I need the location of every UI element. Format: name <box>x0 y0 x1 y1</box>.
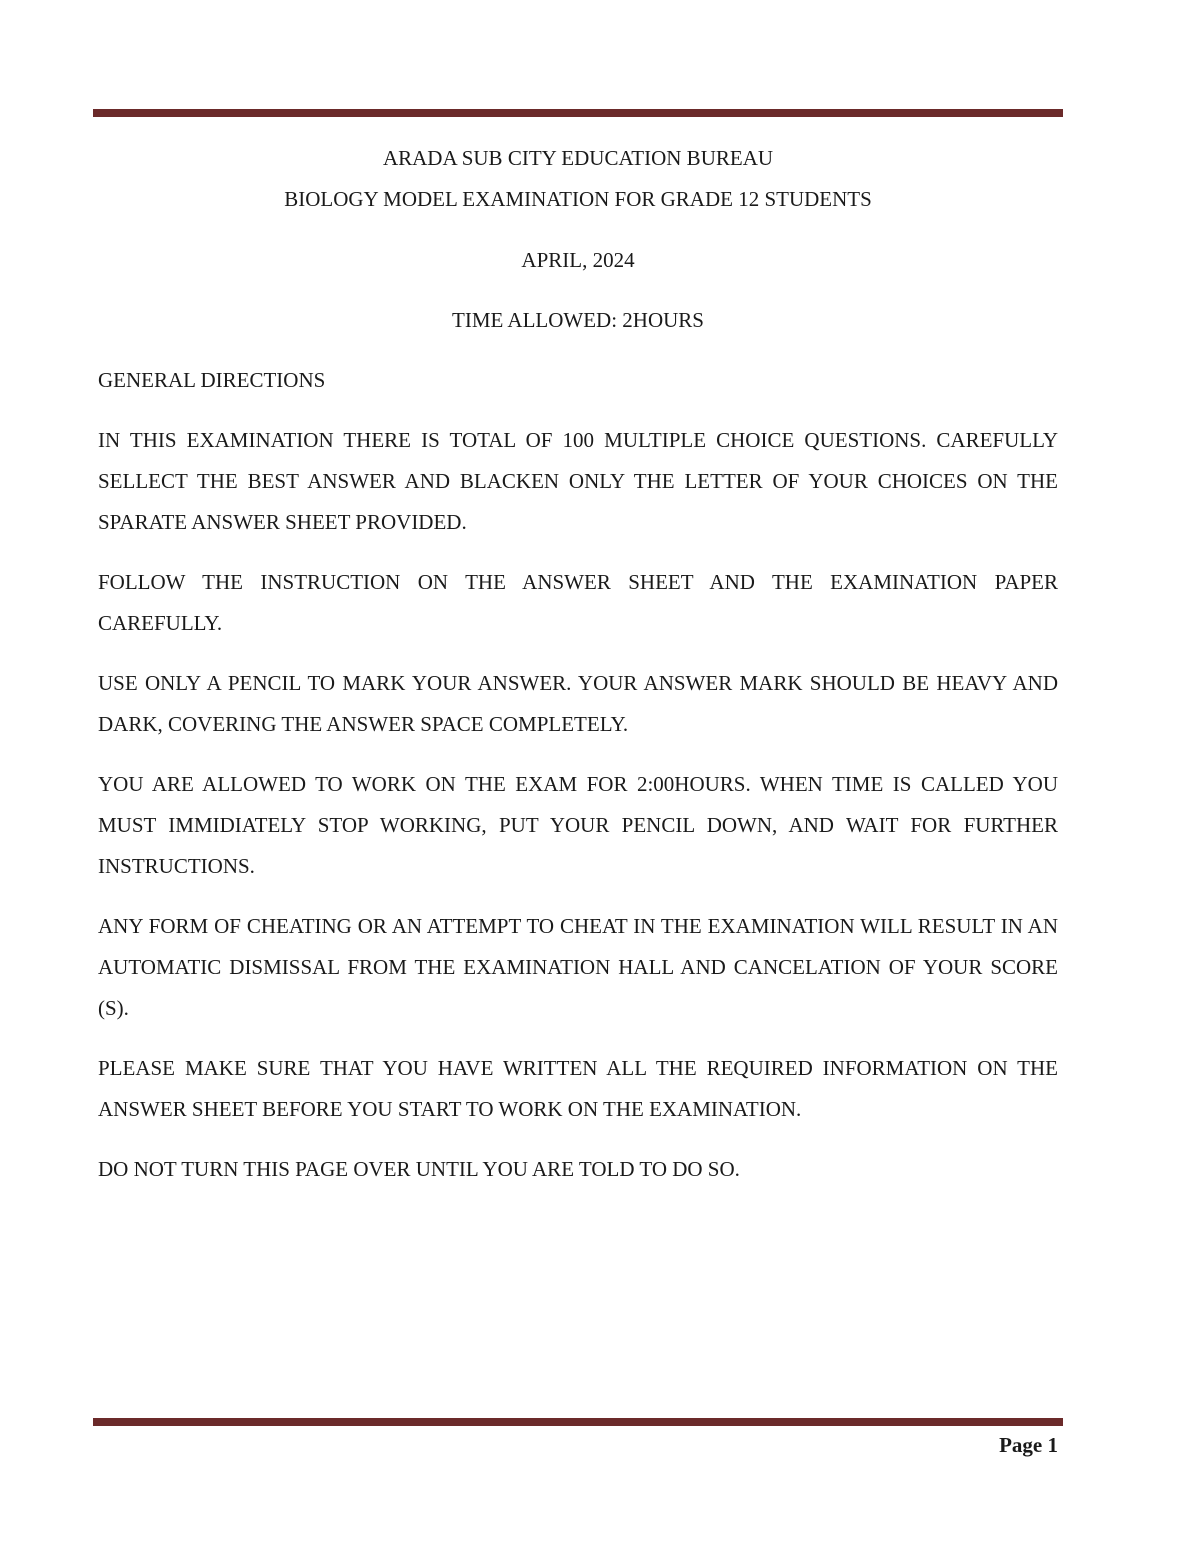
header-rule <box>93 109 1063 117</box>
time-allowed <box>98 300 1058 341</box>
exam-date-text: APRIL, 2024 <box>521 248 635 272</box>
page-number: Page 1 <box>999 1433 1058 1457</box>
footer-rule <box>93 1418 1063 1426</box>
general-directions <box>98 360 1058 1209</box>
directions-heading: GENERAL DIRECTIONS <box>98 368 326 392</box>
direction-paragraph-6: PLEASE MAKE SURE THAT YOU HAVE WRITTEN ALL THE REQUIRED INFORMATION ON THE ANSWER SHEET BEFORE YOU START TO WORK ON THE EXAMINATION. <box>98 1056 1058 1121</box>
exam-title: BIOLOGY MODEL EXAMINATION FOR GRADE 12 STUDENTS <box>284 187 872 211</box>
direction-paragraph-2: FOLLOW THE INSTRUCTION ON THE ANSWER SHEET AND THE EXAMINATION PAPER CAREFULLY. <box>98 570 1058 635</box>
exam-date <box>98 240 1058 281</box>
direction-paragraph-3: USE ONLY A PENCIL TO MARK YOUR ANSWER. YOUR ANSWER MARK SHOULD BE HEAVY AND DARK, COVERING THE ANSWER SPACE COMPLETELY. <box>98 671 1058 736</box>
direction-paragraph-5: ANY FORM OF CHEATING OR AN ATTEMPT TO CHEAT IN THE EXAMINATION WILL RESULT IN AN AUTOMATIC DISMISSAL FROM THE EXAMINATION HALL AND CANCELATION OF YOUR SCORE (S). <box>98 914 1058 1020</box>
direction-paragraph-7: DO NOT TURN THIS PAGE OVER UNTIL YOU ARE TOLD TO DO SO. <box>98 1157 740 1181</box>
time-allowed-text: TIME ALLOWED: 2HOURS <box>452 308 704 332</box>
bureau-name: ARADA SUB CITY EDUCATION BUREAU <box>382 146 774 170</box>
direction-paragraph-1: IN THIS EXAMINATION THERE IS TOTAL OF 100 MULTIPLE CHOICE QUESTIONS. CAREFULLY SELLECT THE BEST ANSWER AND BLACKEN ONLY THE LETTER OF YOUR CHOICES ON THE SPARATE ANSWER SHEET PROVIDED. <box>98 428 1058 534</box>
direction-paragraph-4: YOU ARE ALLOWED TO WORK ON THE EXAM FOR 2:00HOURS. WHEN TIME IS CALLED YOU MUST IMMIDIATELY STOP WORKING, PUT YOUR PENCIL DOWN, AND WAIT FOR FURTHER INSTRUCTIONS. <box>98 772 1058 878</box>
document-header <box>98 138 1058 220</box>
